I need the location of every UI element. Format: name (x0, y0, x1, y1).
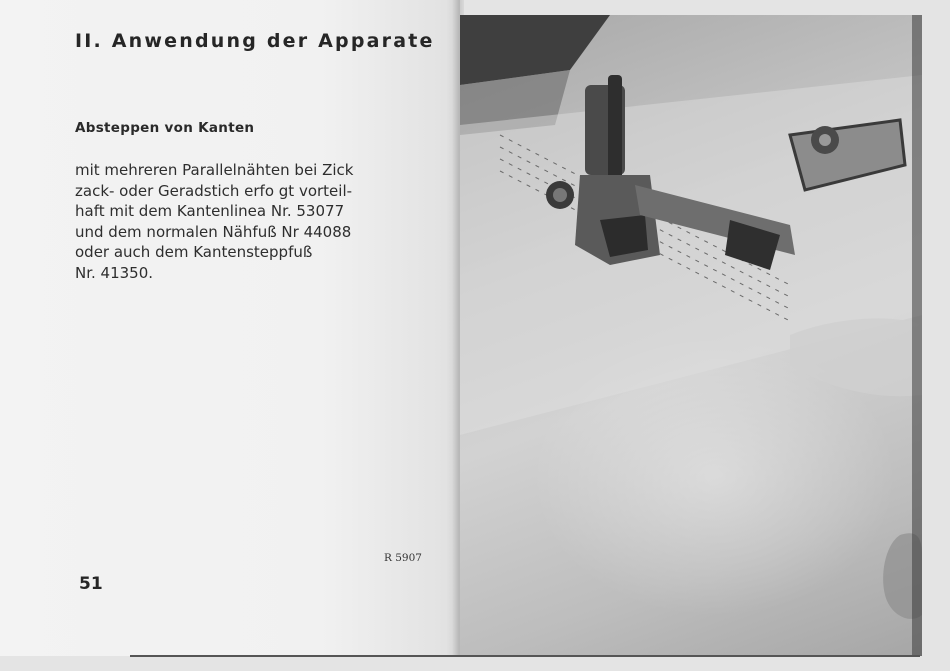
subsection-heading: Absteppen von Kanten (75, 120, 255, 136)
section-heading: II. Anwendung der Apparate (75, 30, 435, 52)
left-page (0, 0, 460, 656)
hand-shape (790, 318, 922, 396)
print-code: R 5907 (384, 552, 422, 564)
bottom-rule (130, 655, 920, 657)
sewing-machine-presser-foot-photo (460, 15, 922, 656)
presser-foot-illustration (460, 15, 922, 656)
body-paragraph: mit mehreren Parallelnähten bei Zick zack- oder Geradstich erfo gt vorteil- haft mit dem Kantenlinea Nr. 53077 und dem normalen Nähfuß Nr 44088 oder auch dem Kantensteppfuß Nr. 41350. (75, 161, 354, 282)
page-number: 51 (79, 574, 103, 594)
machine-body-shape (460, 15, 610, 85)
